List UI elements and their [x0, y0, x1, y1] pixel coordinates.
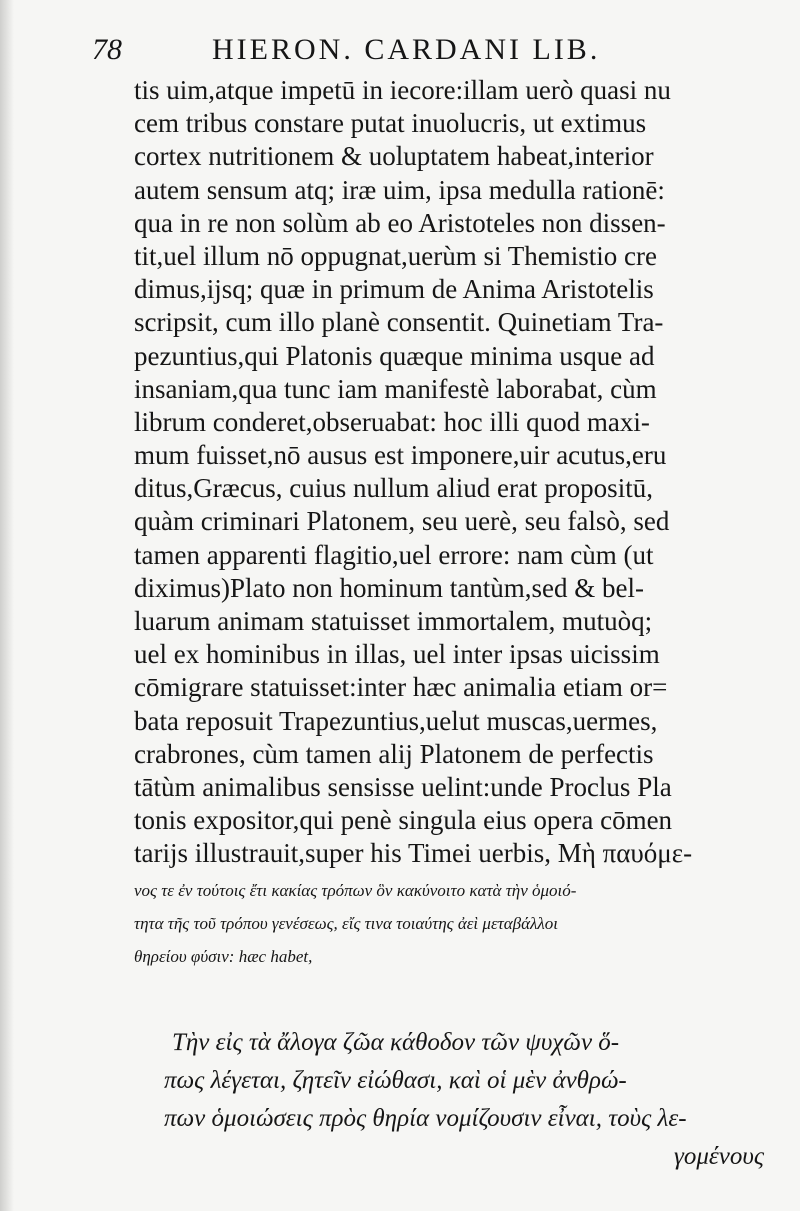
latin-text-block	[134, 74, 774, 871]
text-line: qua in re non solùm ab eo Aristoteles non dissen-	[134, 207, 666, 238]
text-line: tātùm animalibus sensisse uelint:unde Proclus Pla	[134, 771, 672, 802]
text-line: cem tribus constare putat inuolucris, ut extimus	[134, 108, 647, 139]
text-line: ditus,Græcus, cuius nullum aliud erat propositū,	[134, 473, 653, 504]
page-gutter-shadow	[0, 0, 14, 1211]
text-line: tis uim,atque impetū in iecore:illam uerò quasi nu	[134, 75, 671, 105]
text-line: quàm criminari Platonem, seu uerè, seu falsò, sed	[134, 506, 670, 537]
text-line: tamen apparenti flagitio,uel errore: nam cùm (ut	[134, 539, 654, 570]
text-line: pezuntius,qui Platonis quæque minima usque ad	[134, 340, 655, 371]
text-line: crabrones, cùm tamen alij Platonem de perfectis	[134, 738, 654, 769]
text-line: uel ex hominibus in illas, uel inter ipsas uicissim	[134, 639, 660, 670]
text-line: insaniam,qua tunc iam manifestè laborabat, cùm	[134, 373, 657, 404]
text-line: tit,uel illum nō oppugnat,uerùm si Themistio cre	[134, 240, 657, 271]
text-line: scripsit, cum illo planè consentit. Quinetiam Tra-	[134, 307, 664, 338]
page-number: 78	[92, 33, 122, 66]
text-line: diximus)Plato non hominum tantùm,sed & bel-	[134, 572, 644, 603]
greek-quote-line: πων ὁμοιώσεις πρὸς θηρία νομίζουσιν εἶναι, τοὺς λε-	[164, 1105, 687, 1132]
greek-text-line: τητα τῆς τοῦ τρόπου γενέσεως, εἴς τινα τοιαύτης ἀεὶ μεταβάλλοι	[134, 914, 558, 933]
greek-text-line: θηρείου φύσιν: hæc habet,	[134, 947, 313, 966]
running-head: HIERON. CARDANI LIB.	[212, 33, 601, 66]
text-line: dimus,ijsq; quæ in primum de Anima Aristotelis	[134, 274, 654, 305]
page-header	[92, 30, 772, 70]
text-line: luarum animam statuisset immortalem, mutuòq;	[134, 606, 653, 636]
greek-text-line: νος τε ἐν τούτοις ἔτι κακίας τρόπων ὃν κακύνοιτο κατὰ τὴν ὁμοιό-	[134, 881, 577, 900]
greek-quote-line: Τὴν εἰς τὰ ἄλογα ζῶα κάθοδον τῶν ψυχῶν ὅ-	[172, 1029, 620, 1056]
text-line: autem sensum atq; iræ uim, ipsa medulla rationē:	[134, 174, 665, 205]
text-line: tarijs illustrauit,super his Timei uerbis, Μὴ παυόμε-	[134, 838, 693, 869]
text-line: cōmigrare statuisset:inter hæc animalia etiam or=	[134, 672, 668, 703]
text-line: tonis expositor,qui penè singula eius opera cōmen	[134, 805, 673, 836]
greek-inline-passage	[134, 874, 774, 973]
text-line: bata reposuit Trapezuntius,uelut muscas,uermes,	[134, 705, 658, 736]
text-line: mum fuisset,nō ausus est imponere,uir acutus,eru	[134, 440, 667, 471]
text-line: librum conderet,obseruabat: hoc illi quod maxi-	[134, 406, 650, 437]
greek-quote-line: γομένους	[674, 1143, 764, 1170]
text-line: cortex nutritionem & uoluptatem habeat,interior	[134, 141, 654, 172]
greek-quote-line: πως λέγεται, ζητεῖν εἰώθασι, καὶ οἱ μὲν ἀνθρώ-	[164, 1067, 627, 1094]
greek-block-quote	[164, 1024, 772, 1176]
